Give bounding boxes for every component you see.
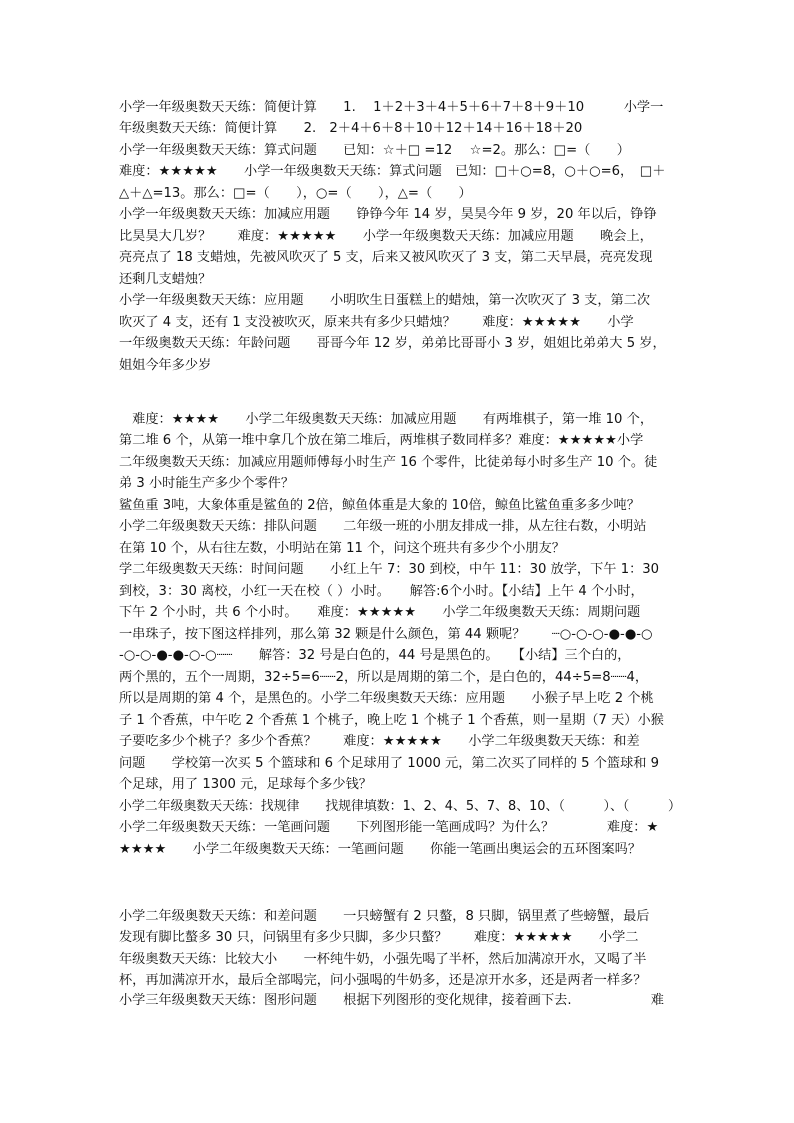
text-line: 弟 3 小时能生产多少个零件？ bbox=[119, 476, 295, 491]
text-line: 亮亮点了 18 支蜡烛，先被风吹灭了 5 支，后来又被风吹灭了 3 支，第二天早晨，亮亮发现 bbox=[119, 250, 653, 265]
text-line: 子 1 个香蕉，中午吃 2 个香蕉 1 个桃子，晚上吃 1 个桃子 1 个香蕉，则一星期（7 天）小猴 bbox=[119, 713, 664, 728]
section-grade3 bbox=[119, 989, 681, 1013]
text-line: 下午 2 个小时，共 6 个小时。 难度：★★★★★ 小学二年级奥数天天练：周期问题 bbox=[119, 605, 641, 620]
text-line: 小学二年级奥数天天练：和差问题 一只螃蟹有 2 只螯，8 只脚，锅里煮了些螃蟹，最后 bbox=[119, 909, 650, 924]
section-grade2 bbox=[119, 408, 681, 857]
text-line: 小学三年级奥数天天练：图形问题 根据下列图形的变化规律，接着画下去. 难 bbox=[119, 993, 664, 1008]
text-line: 发现有脚比螯多 30 只，问锅里有多少只脚，多少只螯？ 难度：★★★★★ 小学二 bbox=[119, 930, 639, 945]
text-line: 小学一年级奥数天天练：算式问题 已知：☆＋□ =12 ☆=2。那么：□=（ ） bbox=[119, 143, 630, 158]
text-line: 比昊昊大几岁？ 难度：★★★★★ 小学一年级奥数天天练：加减应用题 晚会上， bbox=[119, 229, 653, 244]
text-line: ★★★★ 小学二年级奥数天天练：一笔画问题 你能一笔画出奥运会的五环图案吗？ bbox=[119, 842, 642, 857]
text-line: 一年级奥数天天练：年龄问题 哥哥今年 12 岁，弟弟比哥哥小 3 岁，姐姐比弟弟大 5 岁， bbox=[119, 336, 666, 351]
text-line: 问题 学校第一次买 5 个篮球和 6 个足球用了 1000 元，第二次买了同样的 5 个篮球和 9 bbox=[119, 756, 660, 771]
text-line: 鲨鱼重 3吨，大象体重是鲨鱼的 2倍，鲸鱼体重是大象的 10倍，鲸鱼比鲨鱼重多多少吨？ bbox=[119, 498, 640, 513]
text-line: 在第 10 个，从右往左数，小明站在第 11 个，问这个班共有多少个小朋友？ bbox=[119, 541, 565, 556]
section-grade2-cont bbox=[119, 905, 681, 995]
text-line: 子要吃多少个桃子？多少个香蕉？ 难度：★★★★★ 小学二年级奥数天天练：和差 bbox=[119, 734, 640, 749]
text-line: 学二年级奥数天天练：时间问题 小红上午 7：30 到校，中午 11：30 放学，下午 1：30 bbox=[119, 562, 660, 577]
text-line: 难度：★★★★★ 小学一年级奥数天天练：算式问题 已知：□＋○=8，○＋○=6， □＋ bbox=[119, 164, 666, 179]
text-line: 二年级奥数天天练：加减应用题师傅每小时生产 16 个零件，比徒弟每小时多生产 10 个。徒 bbox=[119, 455, 658, 470]
text-line: 个足球，用了 1300 元，足球每个多少钱？ bbox=[119, 777, 372, 792]
text-line: △＋△=13。那么：□=（ ），○=（ ），△=（ ） bbox=[119, 186, 472, 201]
text-line: -○-○-●-●-○-○┈┈ 解答：32 号是白色的，44 号是黑色的。 【小结】三个白的， bbox=[119, 648, 631, 663]
text-line: 两个黑的，五个一周期，32÷5=6┈┈2，所以是周期的第二个，是白色的，44÷5=8┈┈4， bbox=[119, 670, 649, 685]
text-line: 小学一年级奥数天天练：应用题 小明吹生日蛋糕上的蜡烛，第一次吹灭了 3 支，第二次 bbox=[119, 293, 651, 308]
text-line: 小学一年级奥数天天练：简便计算 1. 1＋2＋3＋4＋5＋6＋7＋8＋9＋10 小学一 bbox=[119, 100, 664, 115]
text-line: 小学一年级奥数天天练：加减应用题 铮铮今年 14 岁，昊昊今年 9 岁，20 年以后，铮铮 bbox=[119, 207, 657, 222]
text-line: 小学二年级奥数天天练：一笔画问题 下列图形能一笔画成吗？为什么？ 难度：★ bbox=[119, 820, 659, 835]
text-line: 年级奥数天天练：比较大小 一杯纯牛奶，小强先喝了半杯，然后加满凉开水，又喝了半 bbox=[119, 952, 647, 967]
text-line: 还剩几支蜡烛？ bbox=[119, 272, 212, 287]
text-line: 吹灭了 4 支，还有 1 支没被吹灭，原来共有多少只蜡烛？ 难度：★★★★★ 小学 bbox=[119, 315, 634, 330]
text-line: 姐姐今年多少岁 bbox=[119, 358, 212, 373]
text-line: 年级奥数天天练：简便计算 2. 2＋4＋6＋8＋10＋12＋14＋16＋18＋20 bbox=[119, 121, 583, 136]
text-line: 到校，3：30 离校，小红一天在校（ ）小时。 解答:6个小时。【小结】上午 4 个小时， bbox=[119, 584, 644, 599]
text-line: 第二堆 6 个，从第一堆中拿几个放在第二堆后，两堆棋子数同样多？难度：★★★★★小学 bbox=[119, 433, 644, 448]
text-line: 小学二年级奥数天天练：找规律 找规律填数：1、2、4、5、7、8、10、（ ）、（ ） bbox=[119, 799, 681, 814]
text-line: 小学二年级奥数天天练：排队问题 二年级一班的小朋友排成一排，从左往右数，小明站 bbox=[119, 519, 647, 534]
text-line: 难度：★★★★ 小学二年级奥数天天练：加减应用题 有两堆棋子，第一堆 10 个， bbox=[119, 412, 654, 427]
text-line: 一串珠子，按下图这样排列，那么第 32 颗是什么颜色，第 44 颗呢？ ┈○-○-○-●-●-○ bbox=[119, 627, 653, 642]
section-grade1 bbox=[119, 96, 681, 396]
text-line: 杯，再加满凉开水，最后全部喝完，问小强喝的牛奶多，还是凉开水多，还是两者一样多？ bbox=[119, 973, 647, 988]
text-line: 所以是周期的第 4 个，是黑色的。小学二年级奥数天天练：应用题 小猴子早上吃 2 个桃 bbox=[119, 691, 654, 706]
